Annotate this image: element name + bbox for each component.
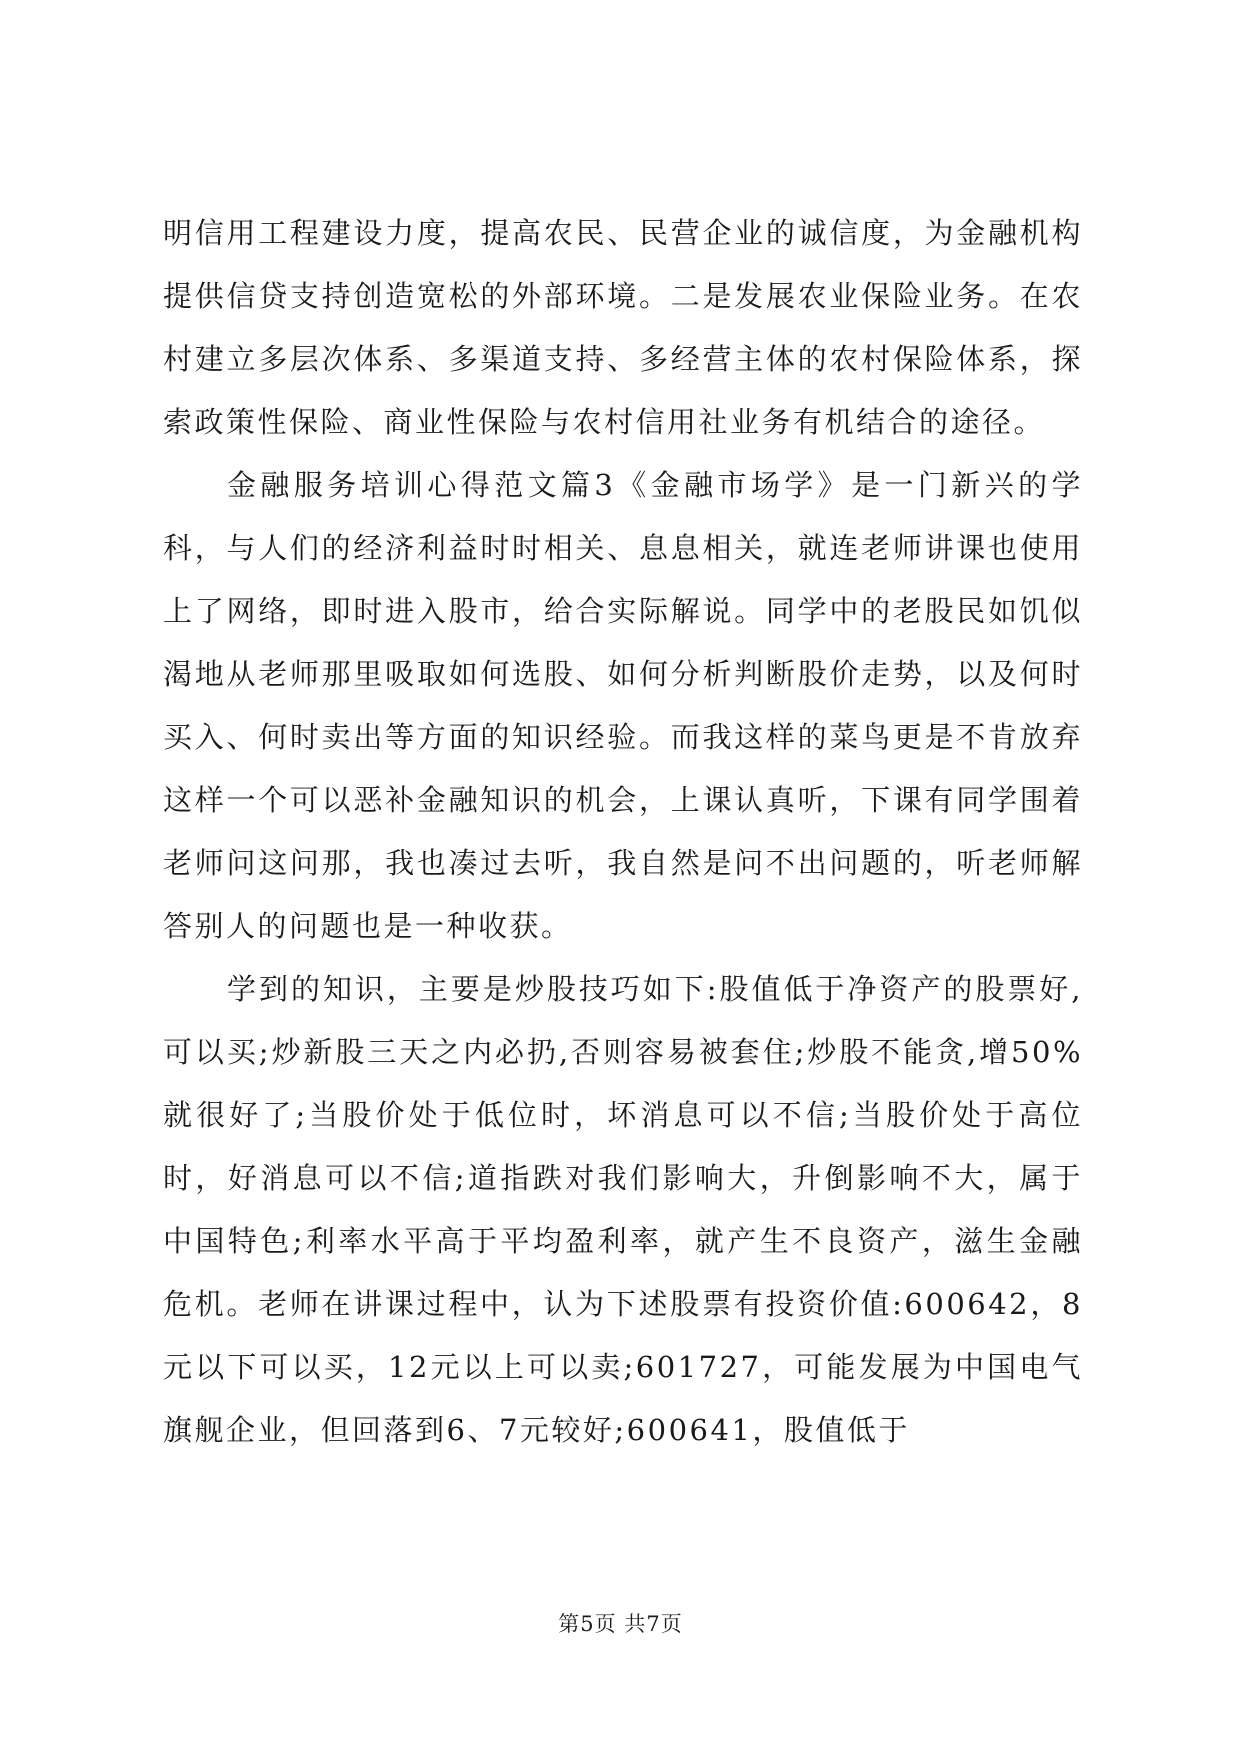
paragraph-2: 金融服务培训心得范文篇3《金融市场学》是一门新兴的学科，与人们的经济利益时时相关、息息相关，就连老师讲课也使用上了网络，即时进入股市，给合实际解说。同学中的老股民如饥似渴地从老师那里吸取如何选股、如何分析判断股价走势，以及何时买入、何时卖出等方面的知识经验。而我这样的菜鸟更是不肯放弃这样一个可以恶补金融知识的机会，上课认真听，下课有同学围着老师问这问那，我也凑过去听，我自然是问不出问题的，听老师解答别人的问题也是一种收获。 — [163, 468, 1083, 943]
paragraph-1: 明信用工程建设力度，提高农民、民营企业的诚信度，为金融机构提供信贷支持创造宽松的外部环境。二是发展农业保险业务。在农村建立多层次体系、多渠道支持、多经营主体的农村保险体系，探索政策性保险、商业性保险与农村信用社业务有机结合的途径。 — [163, 216, 1083, 439]
paragraph-3: 学到的知识，主要是炒股技巧如下:股值低于净资产的股票好,可以买;炒新股三天之内必扔,否则容易被套住;炒股不能贪,增50%就很好了;当股价处于低位时，坏消息可以不信;当股价处于高位时，好消息可以不信;道指跌对我们影响大，升倒影响不大，属于中国特色;利率水平高于平均盈利率，就产生不良资产，滋生金融危机。老师在讲课过程中，认为下述股票有投资价值:600642，8元以下可以买，12元以上可以卖;601727，可能发展为中国电气旗舰企业，但回落到6、7元较好;600641，股值低于 — [163, 972, 1083, 1447]
document-body — [163, 202, 1083, 1462]
page-number-footer: 第5页 共7页 — [558, 1612, 683, 1636]
